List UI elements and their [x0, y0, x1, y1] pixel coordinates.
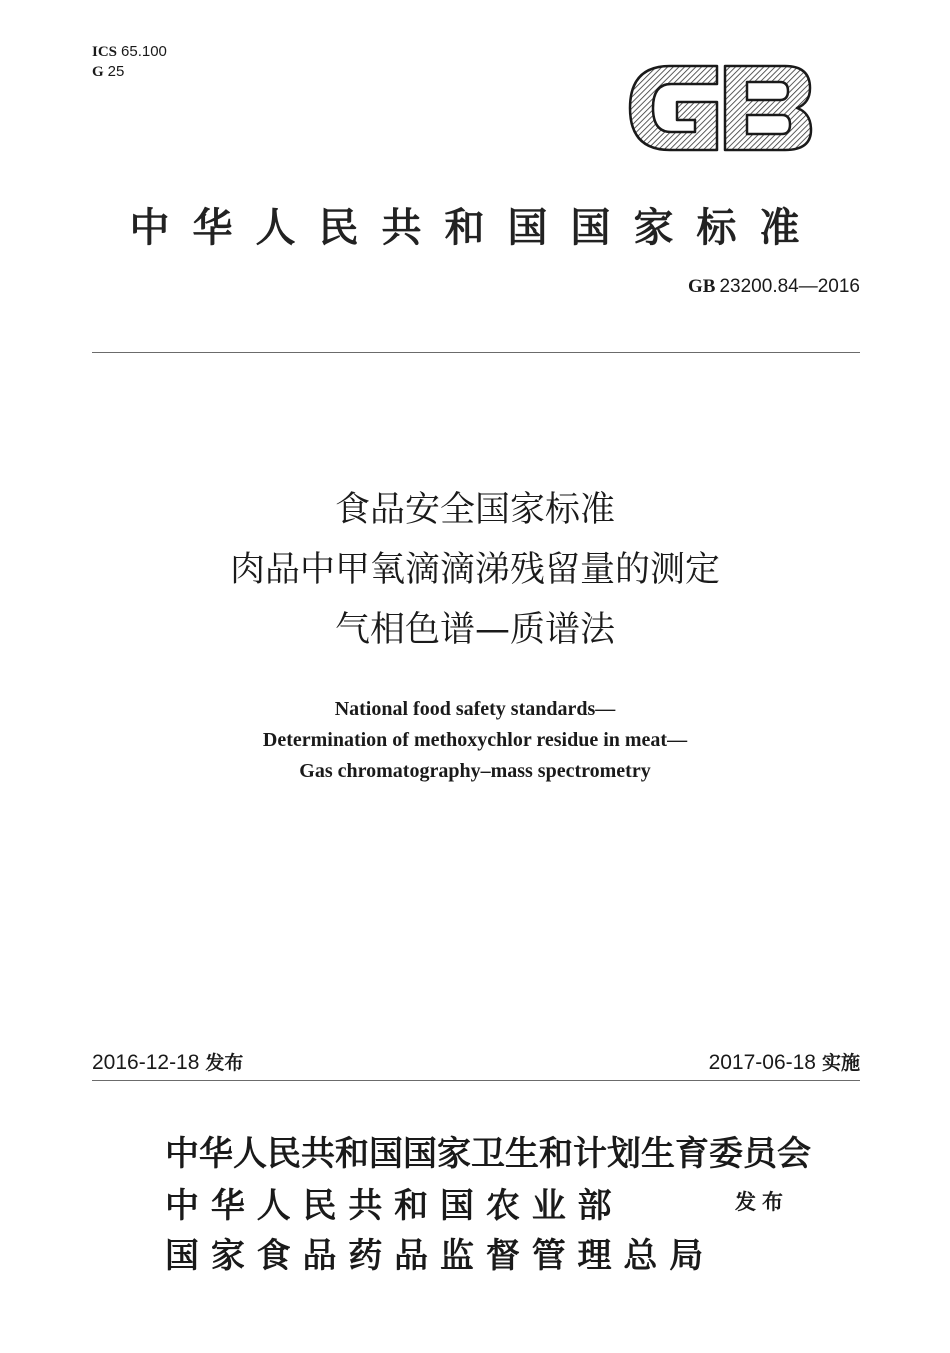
issued-by-label: 发布 — [735, 1190, 789, 1214]
issue-date: 2016-12-18 发布 — [92, 1051, 244, 1074]
gb-logo-icon — [625, 58, 815, 158]
english-title-line: Gas chromatography–mass spectrometry — [299, 760, 651, 782]
issuer-food-drug-administration: 国 家 食 品 药 品 监 督 管 理 总 局 — [165, 1236, 704, 1276]
chinese-title-line: 肉品中甲氧滴滴涕残留量的测定 — [229, 550, 720, 590]
standard-number: GB 23200.84—2016 — [688, 276, 860, 297]
english-title-line: National food safety standards— — [334, 698, 616, 720]
top-divider — [92, 352, 860, 353]
chinese-title-line: 气相色谱—质谱法 — [334, 610, 615, 650]
classification-codes — [92, 42, 167, 82]
english-title — [0, 694, 950, 787]
issuer-ministry-agriculture: 中 华 人 民 共 和 国 农 业 部 — [165, 1186, 612, 1226]
issuer-health-commission: 中华人民共和国国家卫生和计划生育委员会 — [165, 1134, 811, 1174]
ccs-code: G 25 — [92, 63, 125, 80]
english-title-line: Determination of methoxychlor residue in meat— — [262, 729, 688, 751]
implementation-date: 2017-06-18 实施 — [708, 1051, 860, 1074]
national-standard-title: 中华人民共和国国家标准 — [129, 204, 823, 251]
ics-code: ICS 65.100 — [92, 43, 167, 60]
chinese-title-line: 食品安全国家标准 — [334, 490, 615, 530]
chinese-title — [0, 480, 950, 660]
bottom-divider — [92, 1080, 860, 1081]
